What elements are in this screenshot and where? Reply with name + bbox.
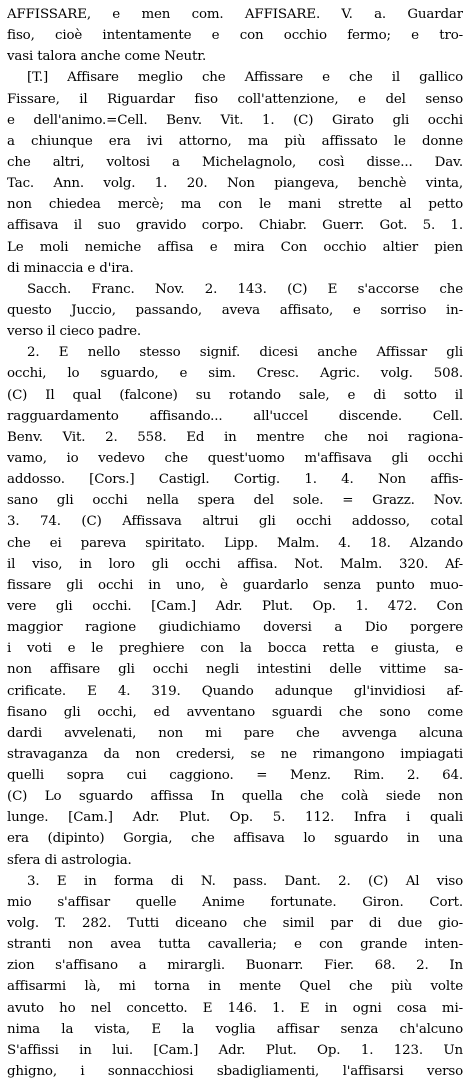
text-line: vasi talora anche come Neutr.	[7, 49, 207, 65]
text-line: 2. E nello stesso signif. dicesi anche Affissar gli	[27, 345, 463, 361]
text-line: e dell'animo.=Cell. Benv. Vit. 1. (C) Girato gli occhi	[7, 112, 463, 128]
text-line: i voti e le preghiere con la bocca retta e giusta, e	[7, 641, 463, 657]
text-line: era (dipinto) Gorgia, che affisava lo sguardo in una	[7, 831, 463, 847]
text-line: affisava il suo gravido corpo. Chiabr. Guerr. Got. 5. 1.	[7, 218, 463, 234]
text-line: stravaganza da non credersi, se ne rimangono impiagati	[7, 746, 463, 762]
text-line: che altri, voltosi a Michelagnolo, così disse... Dav.	[7, 154, 463, 170]
text-line: affisarmi là, mi torna in mente Quel che più volte	[7, 979, 463, 995]
text-line: sano gli occhi nella spera del sole. = Grazz. Nov.	[7, 493, 463, 509]
text-line: (C) Lo sguardo affissa In quella che colà siede non	[7, 789, 463, 805]
text-line: 3. 74. (C) Affissava altrui gli occhi addosso, cotal	[7, 514, 463, 530]
text-line: Tac. Ann. volg. 1. 20. Non piangeva, benchè vinta,	[7, 176, 463, 192]
text-line: ragguardamento affisando... all'uccel discende. Cell.	[7, 408, 463, 424]
text-line: zion s'affisano a mirargli. Buonarr. Fier. 68. 2. In	[7, 958, 463, 974]
text-line: volg. T. 282. Tutti diceano che simil par di due gio-	[7, 916, 463, 932]
text-line: verso il cieco padre.	[7, 324, 141, 340]
text-line: AFFISSARE, e men com. AFFISARE. V. a. Guardar	[7, 7, 463, 22]
text-line: S'affissi in lui. [Cam.] Adr. Plut. Op. 1. 123. Un	[7, 1042, 463, 1058]
text-line: occhi, lo sguardo, e sim. Cresc. Agric. volg. 508.	[7, 366, 463, 382]
text-line: fiso, cioè intentamente e con occhio fermo; e tro-	[7, 28, 463, 44]
text-line: Benv. Vit. 2. 558. Ed in mentre che noi ragiona-	[7, 429, 463, 445]
text-line: stranti non avea tutta cavalleria; e con grande inten-	[7, 937, 463, 953]
text-line: maggior ragione giudichiamo doversi a Dio porgere	[7, 620, 463, 636]
text-line: sfera di astrologia.	[7, 852, 132, 868]
text-line: che ei pareva spiritato. Lipp. Malm. 4. 18. Alzando	[7, 535, 463, 551]
text-line: 3. E in forma di N. pass. Dant. 2. (C) Al viso	[27, 873, 463, 889]
text-line: nima la vista, E la voglia affisar senza ch'alcuno	[7, 1021, 463, 1037]
text-line: il viso, in loro gli occhi affisa. Not. Malm. 320. Af-	[7, 556, 463, 572]
text-line: non affisare gli occhi negli intestini delle vittime sa-	[7, 662, 463, 678]
text-line: Sacch. Franc. Nov. 2. 143. (C) E s'accorse che	[27, 281, 463, 297]
text-line: [T.] Affisare meglio che Affissare e che il gallico	[27, 70, 463, 86]
text-line: addosso. [Cors.] Castigl. Cortig. 1. 4. Non affis-	[7, 472, 463, 488]
text-line: vamo, io vedevo che quest'uomo m'affisava gli occhi	[7, 450, 463, 466]
text-line: fisano gli occhi, ed avventano sguardi che sono come	[7, 704, 463, 720]
text-line: Fissare, il Riguardar fiso coll'attenzione, e del senso	[7, 91, 463, 107]
text-line: crificate. E 4. 319. Quando adunque gl'invidiosi af-	[7, 683, 463, 699]
text-line: avuto ho nel concetto. E 146. 1. E in ogni cosa mi-	[7, 1000, 463, 1016]
text-line: dardi avvelenati, non mi pare che avvenga alcuna	[7, 725, 463, 741]
text-line: a chiunque era ivi attorno, ma più affissato le donne	[7, 133, 463, 149]
text-line: questo Juccio, passando, aveva affisato, e sorriso in-	[7, 302, 463, 318]
text-line: di minaccia e d'ira.	[7, 260, 134, 276]
text-line: (C) Il qual (falcone) su rotando sale, e di sotto il	[7, 387, 463, 403]
text-line: ghigno, i sonnacchiosi sbadigliamenti, l'affisarsi verso	[7, 1064, 463, 1080]
text-line: Le moli nemiche affisa e mira Con occhio altier pien	[7, 239, 463, 255]
text-line: non chiedea mercè; ma con le mani strette al petto	[7, 197, 463, 213]
text-line: fissare gli occhi in uno, è guardarlo senza punto muo-	[7, 577, 463, 593]
text-line: lunge. [Cam.] Adr. Plut. Op. 5. 112. Infra i quali	[7, 810, 463, 826]
dictionary-entry-affissare	[7, 4, 463, 1082]
text-line: vere gli occhi. [Cam.] Adr. Plut. Op. 1. 472. Con	[7, 598, 463, 614]
text-line: mio s'affisar quelle Anime fortunate. Giron. Cort.	[7, 894, 463, 910]
text-line: quelli sopra cui caggiono. = Menz. Rim. 2. 64.	[7, 768, 463, 784]
